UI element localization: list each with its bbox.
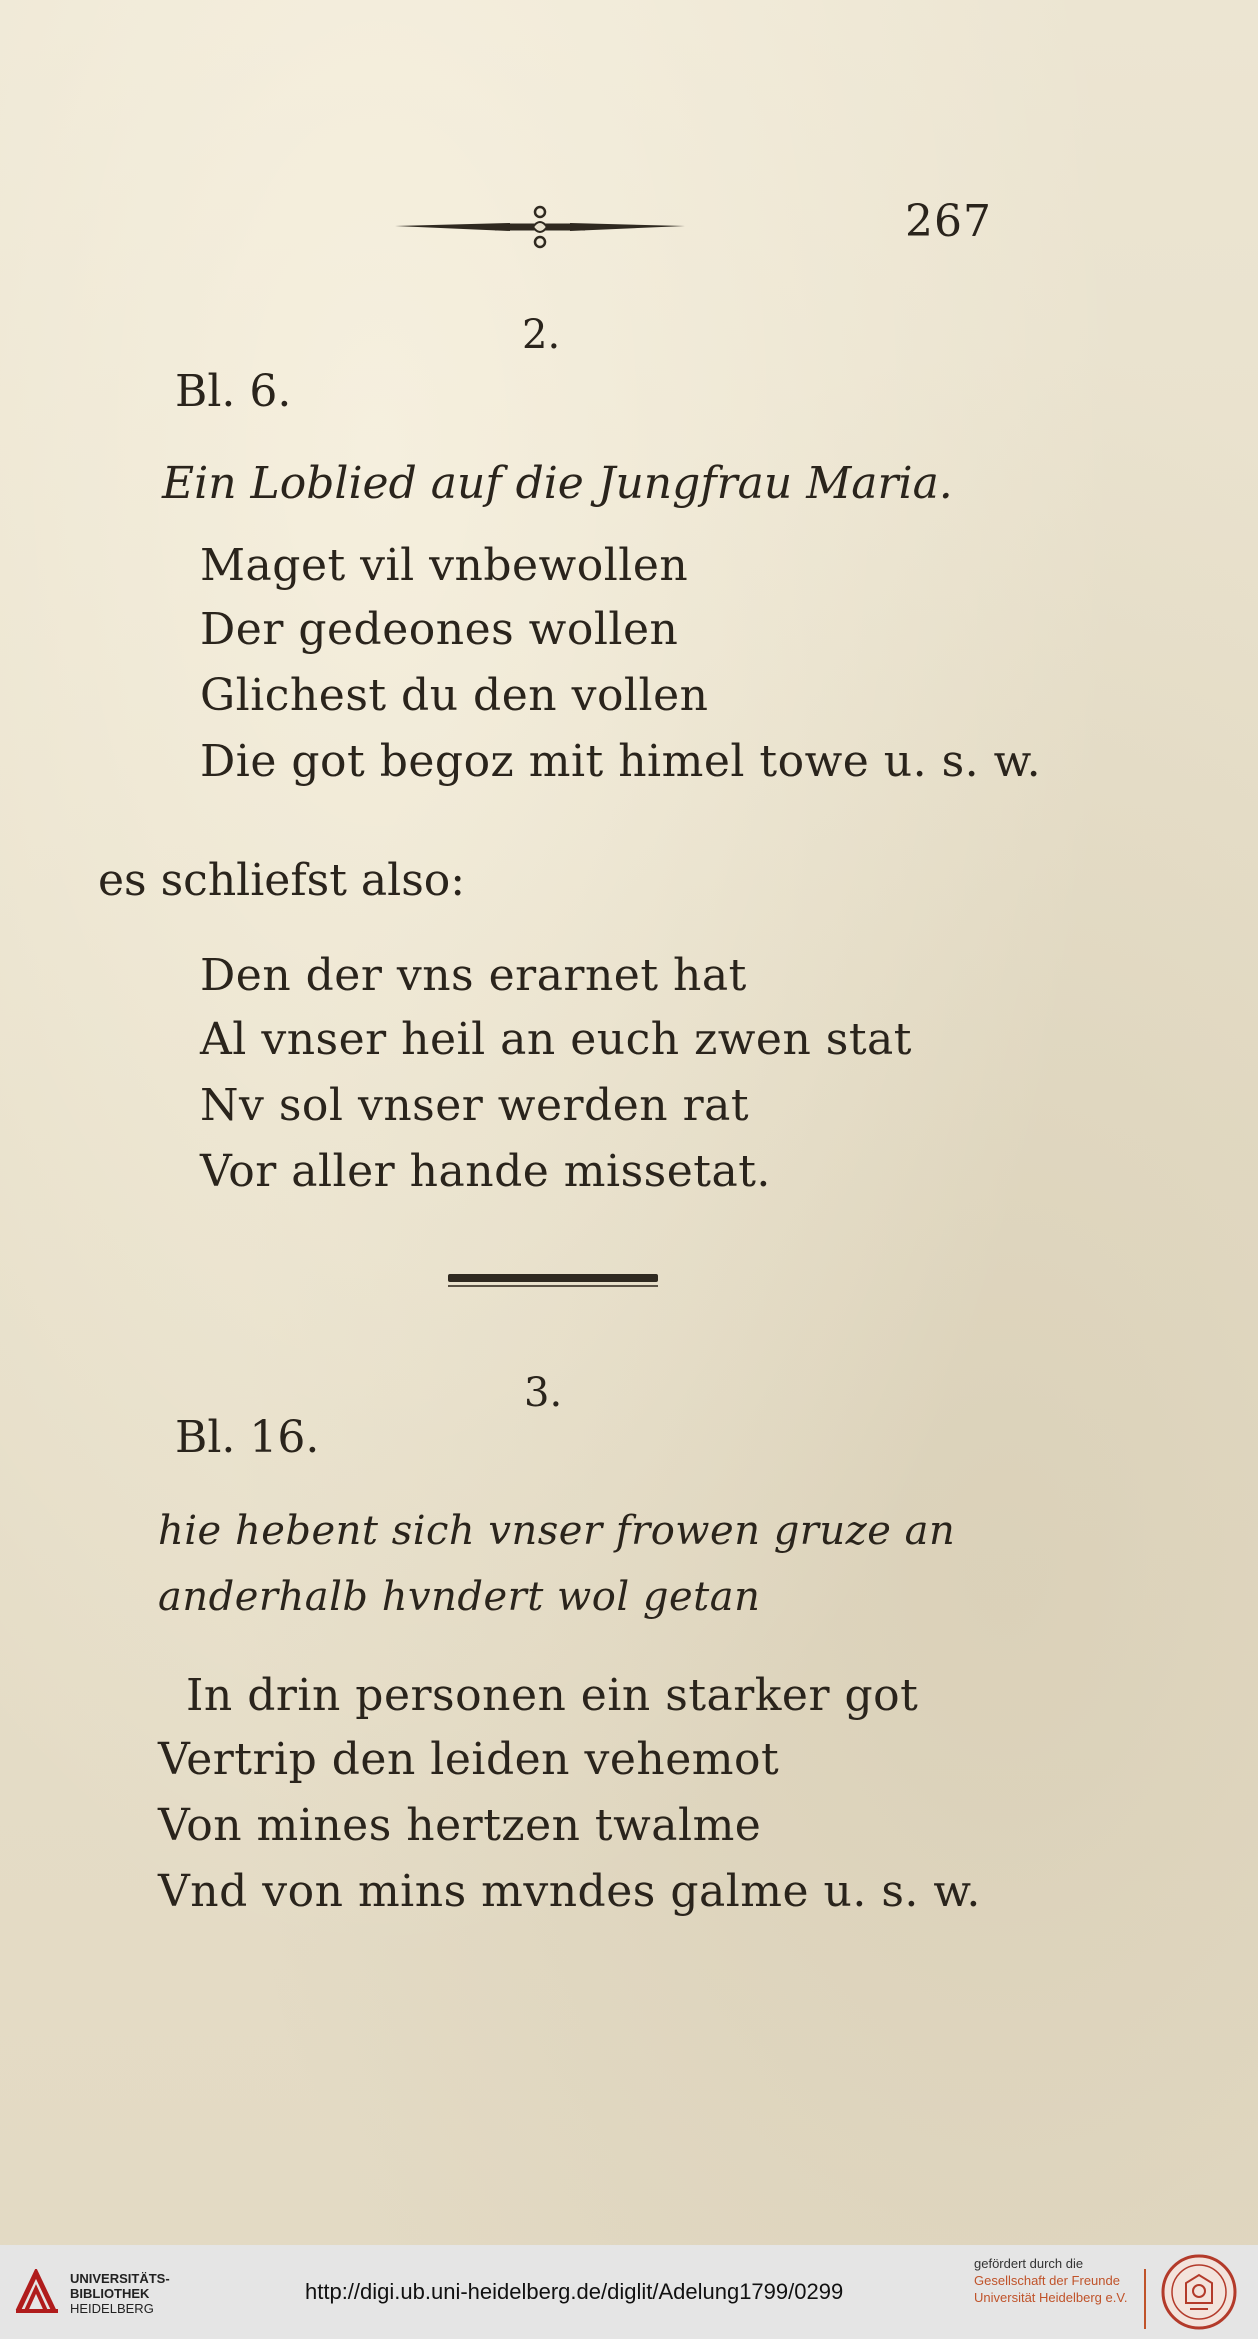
verse-line: Vertrip den leiden vehemot [158, 1734, 780, 1785]
verse-line: Den der vns erarnet hat [200, 950, 747, 1001]
verse-line: Glichest du den vollen [200, 670, 709, 721]
leaf-reference: Bl. 6. [175, 366, 292, 417]
verse-line: Vnd von mins mvndes galme u. s. w. [158, 1866, 981, 1917]
university-library-logo-icon [14, 2269, 60, 2315]
verse-line: Maget vil vnbewollen [200, 540, 689, 591]
verse-line: Die got begoz mit himel towe u. s. w. [200, 736, 1042, 787]
sponsor-credit: gefördert durch die Gesellschaft der Freunde Universität Heidelberg e.V. [974, 2256, 1128, 2305]
page-number: 267 [905, 196, 992, 247]
permalink-url[interactable]: http://digi.ub.uni-heidelberg.de/diglit/Adelung1799/0299 [305, 2279, 844, 2304]
leaf-reference: Bl. 16. [175, 1412, 320, 1463]
verse-line: Al vnser heil an euch zwen stat [200, 1014, 912, 1065]
verse-line: Nv sol vnser werden rat [200, 1080, 750, 1131]
verse-line: Der gedeones wollen [200, 604, 679, 655]
library-name: UNIVERSITÄTS- BIBLIOTHEK HEIDELBERG [70, 2271, 170, 2316]
verse-line: Von mines hertzen twalme [158, 1800, 762, 1851]
poem-heading: anderhalb hvndert wol getan [158, 1574, 761, 1620]
footer-bar [0, 2245, 1258, 2339]
poem-title: Ein Loblied auf die Jungfrau Maria. [162, 458, 953, 509]
section-number: 2. [522, 312, 561, 358]
prose-line: es schliefst also: [98, 855, 466, 906]
section-number: 3. [524, 1370, 563, 1416]
poem-heading: hie hebent sich vnser frowen gruze an [158, 1508, 956, 1554]
university-seal-icon [1160, 2253, 1238, 2331]
verse-line: In drin personen ein starker got [186, 1670, 919, 1721]
ornament-divider-icon [395, 204, 685, 250]
sponsor-separator [1144, 2269, 1146, 2329]
verse-line: Vor aller hande missetat. [200, 1146, 771, 1197]
section-divider [448, 1274, 658, 1282]
